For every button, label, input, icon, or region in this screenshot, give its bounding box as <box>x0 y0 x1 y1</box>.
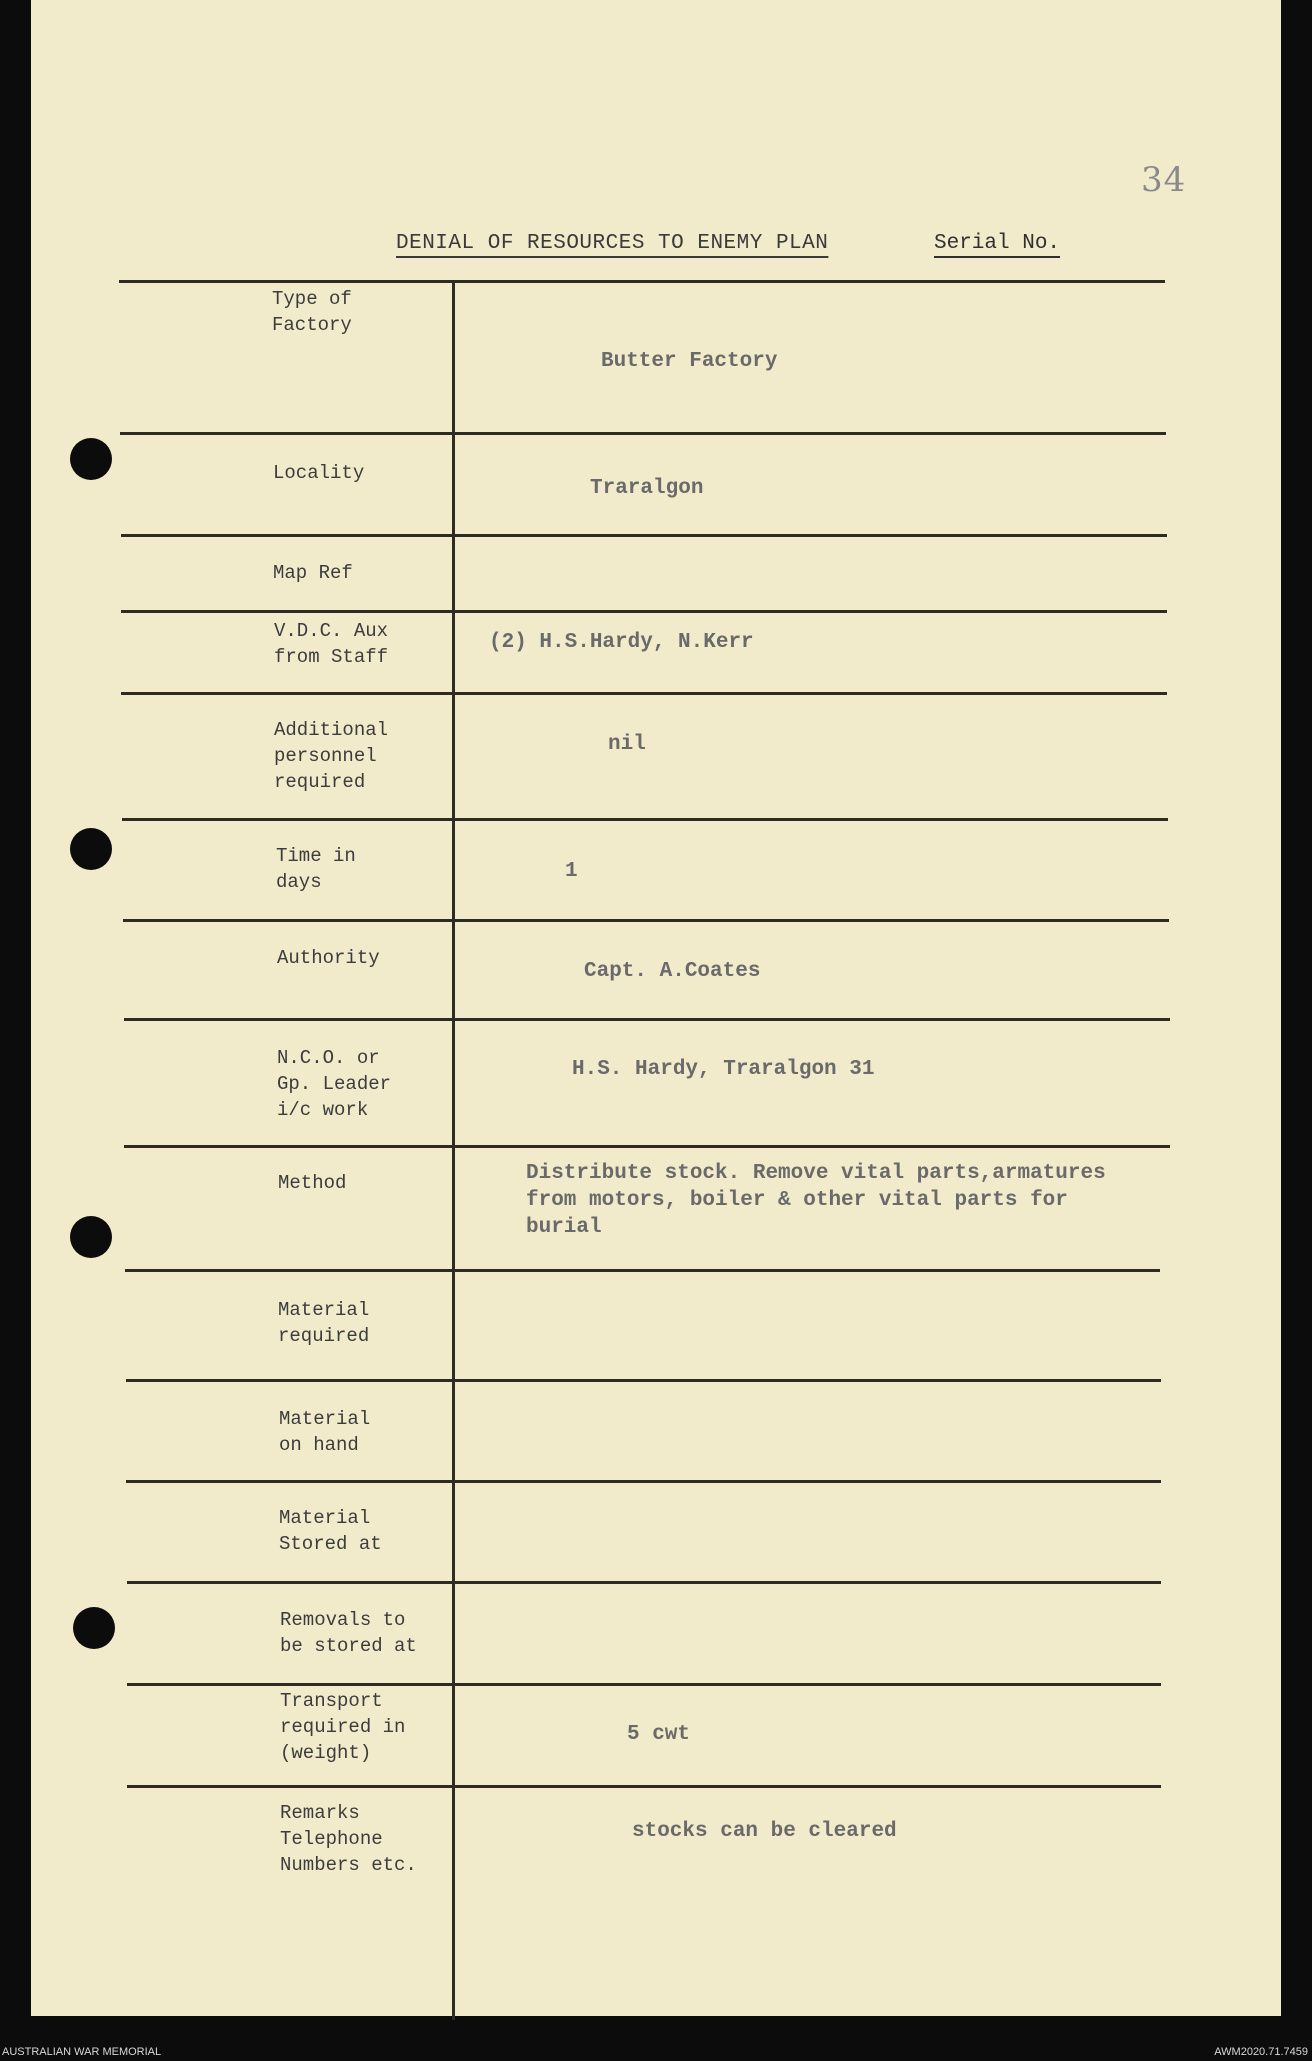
rule <box>126 1379 1161 1382</box>
punch-hole <box>70 828 112 870</box>
rule-top <box>119 280 1165 283</box>
row-label-removals-stored-at: Removals to be stored at <box>280 1609 417 1657</box>
rule <box>124 1145 1170 1148</box>
row-value-locality: Traralgon <box>590 477 704 500</box>
row-value-additional-personnel: nil <box>608 733 646 756</box>
row-value-nco-leader: H.S. Hardy, Traralgon 31 <box>572 1058 875 1081</box>
rule <box>125 1269 1160 1272</box>
row-label-material-on-hand: Material on hand <box>279 1408 371 1456</box>
rule <box>126 1480 1161 1483</box>
punch-hole <box>73 1607 115 1649</box>
row-value-time-in-days: 1 <box>565 860 578 883</box>
row-label-locality: Locality <box>273 462 365 484</box>
row-label-material-required: Material required <box>278 1299 370 1347</box>
row-label-transport-weight: Transport required in (weight) <box>280 1690 406 1764</box>
rule <box>121 610 1167 613</box>
form-title: DENIAL OF RESOURCES TO ENEMY PLAN <box>396 232 829 255</box>
row-label-material-stored-at: Material Stored at <box>279 1507 382 1555</box>
rule <box>121 534 1167 537</box>
rule <box>121 692 1167 695</box>
row-value-remarks: stocks can be cleared <box>632 1820 897 1843</box>
row-value-method: Distribute stock. Remove vital parts,armatures from motors, boiler & other vital parts for burial <box>526 1162 1106 1239</box>
rule <box>127 1581 1161 1584</box>
row-value-authority: Capt. A.Coates <box>584 960 761 983</box>
footer-archive-name: AUSTRALIAN WAR MEMORIAL <box>2 2046 162 2058</box>
rule <box>124 1018 1170 1021</box>
row-label-method: Method <box>278 1172 347 1194</box>
row-label-factory-type: Type of Factory <box>272 288 352 336</box>
row-value-factory-type: Butter Factory <box>601 350 778 373</box>
footer-catalogue-id: AWM2020.71.7459 <box>1214 2046 1308 2058</box>
column-divider <box>452 280 455 2020</box>
row-value-transport-weight: 5 cwt <box>627 1723 691 1746</box>
document-page <box>31 0 1281 2016</box>
punch-hole <box>70 1216 112 1258</box>
punch-hole <box>70 438 112 480</box>
row-label-remarks: Remarks Telephone Numbers etc. <box>280 1802 417 1876</box>
row-label-time-in-days: Time in days <box>276 845 356 893</box>
row-label-additional-personnel: Additional personnel required <box>274 719 389 793</box>
rule <box>127 1683 1161 1686</box>
row-label-map-ref: Map Ref <box>273 562 353 584</box>
page-number: 34 <box>1141 160 1187 200</box>
rule <box>122 818 1168 821</box>
row-label-authority: Authority <box>277 947 380 969</box>
rule <box>123 919 1169 922</box>
rule <box>127 1785 1161 1788</box>
serial-number-label: Serial No. <box>934 232 1061 255</box>
row-value-vdc-aux: (2) H.S.Hardy, N.Kerr <box>489 631 754 654</box>
row-label-vdc-aux: V.D.C. Aux from Staff <box>274 620 389 668</box>
rule <box>120 432 1166 435</box>
row-label-nco-leader: N.C.O. or Gp. Leader i/c work <box>277 1047 392 1121</box>
